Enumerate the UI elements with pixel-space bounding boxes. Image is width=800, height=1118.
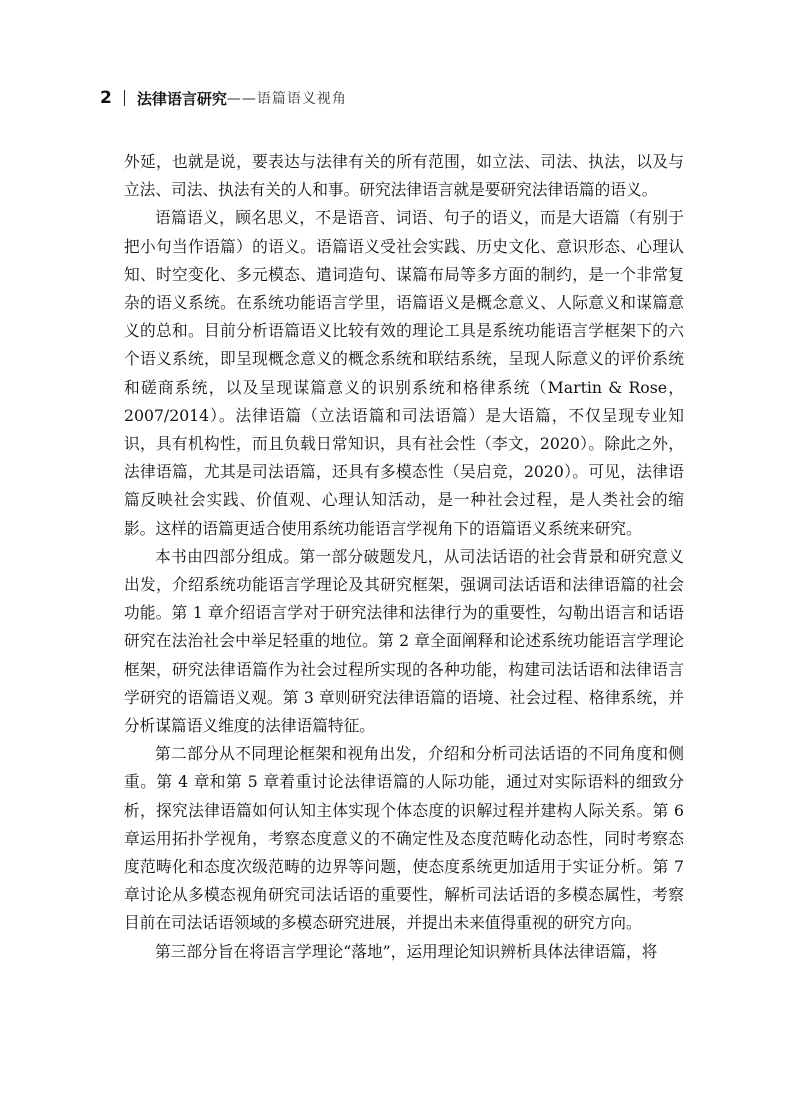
running-head [100, 86, 347, 110]
paragraph-book-structure-part-one: 本书由四部分组成。第一部分破题发凡，从司法话语的社会背景和研究意义出发，介绍系统功能语言学理论及其研究框架，强调司法话语和法律语篇的社会功能。第 1 章介绍语言学对于研究法律和法律行为的重要性，勾勒出语言和话语研究在法治社会中举足轻重的地位。第 2 章全面阐释和论述系统功能语言学理论框架，研究法律语篇作为社会过程所实现的各种功能，构建司法话语和法律语言学研究的语篇语义观。第 3 章则研究法律语篇的语境、社会过程、格律系统，并分析谋篇语义维度的法律语篇特征。 [124, 546, 684, 736]
paragraph-part-three: 第三部分旨在将语言学理论“落地”，运用理论知识辨析具体法律语篇，将 [155, 941, 658, 961]
book-title: 法律语言研究 [136, 89, 227, 108]
paragraph-continuation: 外延，也就是说，要表达与法律有关的所有范围，如立法、司法、执法，以及与立法、司法、执法有关的人和事。研究法律语言就是要研究法律语篇的语义。 [124, 152, 684, 200]
paragraph-part-two: 第二部分从不同理论框架和视角出发，介绍和分析司法话语的不同角度和侧重。第 4 章和第 5 章着重讨论法律语篇的人际功能，通过对实际语料的细致分析，探究法律语篇如何认知主体实现个体态度的识解过程并建构人际关系。第 6 章运用拓扑学视角，考察态度意义的不确定性及态度范畴化动态性，同时考察态度范畴化和态度次级范畴的边界等问题，使态度系统更加适用于实证分析。第 7 章讨论从多模态视角研究司法话语的重要性，解析司法话语的多模态属性，考察目前在司法话语领域的多模态研究进展，并提出未来值得重视的研究方向。 [124, 744, 684, 933]
paragraph-discourse-semantics: 语篇语义，顾名思义，不是语音、词语、句子的语义，而是大语篇（有别于把小句当作语篇）的语义。语篇语义受社会实践、历史文化、意识形态、心理认知、时空变化、多元模态、遣词造句、谋篇布局等多方面的制约，是一个非常复杂的语义系统。在系统功能语言学里，语篇语义是概念意义、人际意义和谋篇意义的总和。目前分析语篇语义比较有效的理论工具是系统功能语言学框架下的六个语义系统，即呈现概念意义的概念系统和联结系统，呈现人际意义的评价系统和磋商系统，以及呈现谋篇意义的识别系统和格律系统（Martin & Rose，2007/2014）。法律语篇（立法语篇和司法语篇）是大语篇，不仅呈现专业知识，具有机构性，而且负载日常知识，具有社会性（李文，2020）。除此之外，法律语篇，尤其是司法语篇，还具有多模态性（吴启竞，2020）。可见，法律语篇反映社会实践、价值观、心理认知活动，是一种社会过程，是人类社会的缩影。这样的语篇更适合使用系统功能语言学视角下的语篇语义系统来研究。 [124, 208, 684, 538]
header-divider [124, 90, 125, 106]
book-subtitle: ——语篇语义视角 [226, 91, 347, 107]
body-text [124, 148, 684, 966]
page-number: 2 [100, 88, 112, 108]
